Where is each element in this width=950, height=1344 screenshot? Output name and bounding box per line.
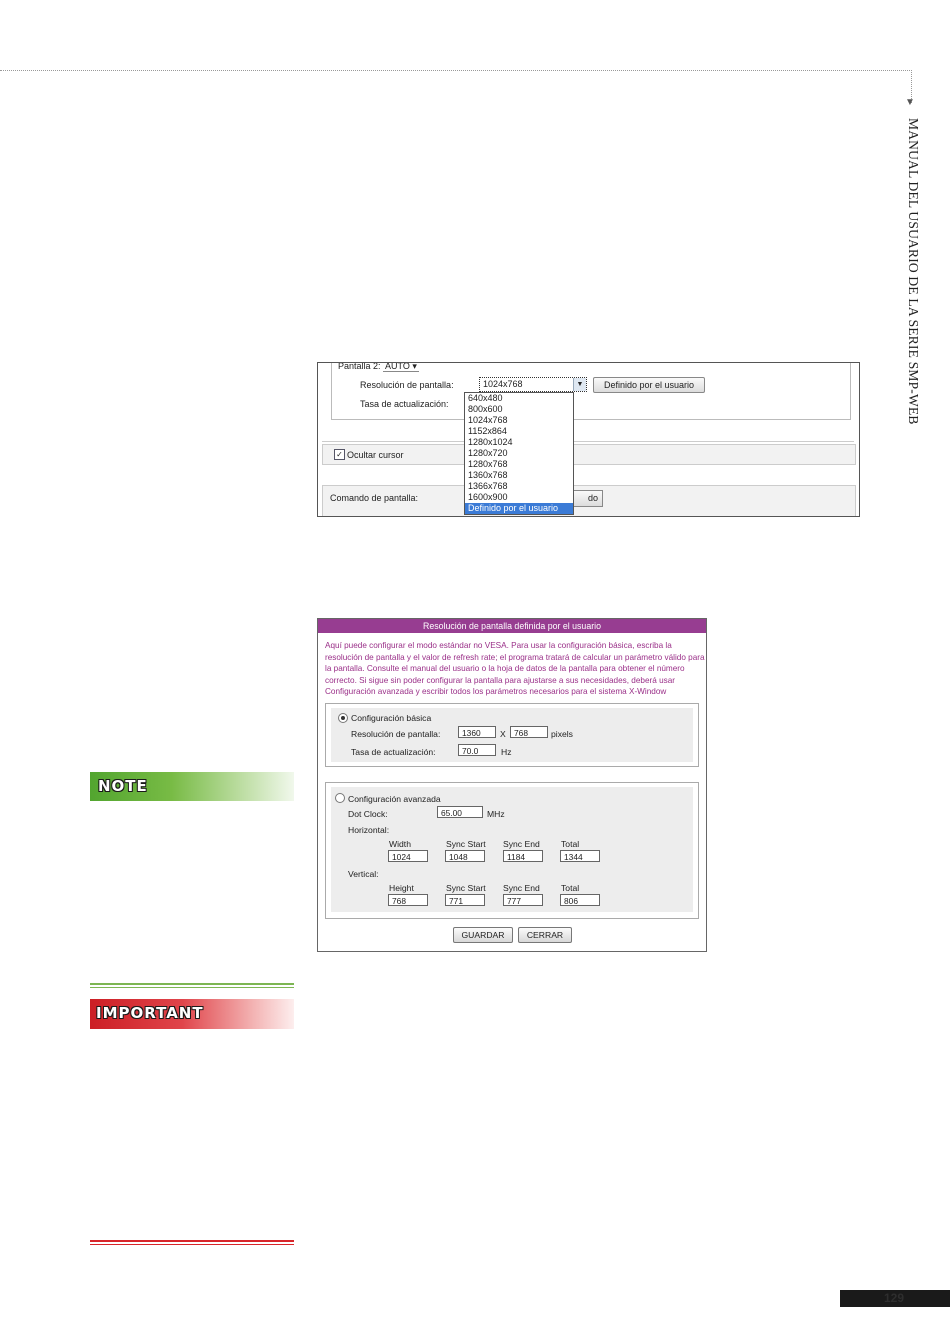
v-header-total: Total <box>561 883 580 893</box>
v-height-input[interactable]: 768 <box>388 894 428 906</box>
basic-config-panel <box>331 708 693 762</box>
note-end-rule <box>90 983 294 985</box>
pantalla2-select[interactable] <box>383 362 419 372</box>
comando-label: Comando de pantalla: <box>330 493 419 503</box>
important-end-rule-thin <box>90 1244 294 1245</box>
vertical-label: Vertical: <box>348 869 379 879</box>
res-width-input[interactable]: 1360 <box>458 726 496 738</box>
horizontal-label: Horizontal: <box>348 825 390 835</box>
tasa-input[interactable]: 70.0 <box>458 744 496 756</box>
basic-res-label: Resolución de pantalla: <box>351 729 441 739</box>
dropdown-option[interactable]: 1280x768 <box>468 459 508 469</box>
tasa-label: Tasa de actualización: <box>360 399 449 409</box>
basic-radio[interactable] <box>338 713 348 723</box>
dropdown-option[interactable]: Definido por el usuario <box>465 503 573 514</box>
ocultar-cursor-row <box>322 444 856 465</box>
v-sync-end-input[interactable]: 777 <box>503 894 543 906</box>
arrow-down-icon: ▼ <box>905 97 915 108</box>
cerrar-button[interactable]: CERRAR <box>518 927 572 943</box>
res-height-input[interactable]: 768 <box>510 726 548 738</box>
side-manual-title: MANUAL DEL USUARIO DE LA SERIE SMP-WEB <box>906 118 921 425</box>
radio-dot <box>341 716 345 720</box>
h-sync-end-input[interactable]: 1184 <box>503 850 543 862</box>
tasa-unit-label: Hz <box>501 747 512 757</box>
h-header-width: Width <box>389 839 411 849</box>
basic-config-box <box>325 703 699 767</box>
basic-label: Configuración básica <box>351 713 432 723</box>
ocultar-cursor-label: Ocultar cursor <box>347 450 404 460</box>
description-line: Configuración avanzada y escribir todos los parámetros necesarios para el sistema X-Window <box>325 687 667 697</box>
advanced-config-panel <box>331 787 693 912</box>
advanced-radio[interactable] <box>335 793 345 803</box>
v-sync-start-input[interactable]: 771 <box>445 894 485 906</box>
h-header-total: Total <box>561 839 580 849</box>
h-sync-start-input[interactable]: 1048 <box>445 850 485 862</box>
screenshot-display-settings <box>317 362 860 517</box>
dropdown-option[interactable]: 1280x1024 <box>468 437 513 447</box>
v-header-sync-start: Sync Start <box>446 883 486 893</box>
dotclock-label: Dot Clock: <box>348 809 388 819</box>
resolucion-select-value: 1024x768 <box>483 379 523 389</box>
dropdown-option[interactable]: 1600x900 <box>468 492 508 502</box>
comando-row <box>322 485 856 517</box>
dropdown-option[interactable]: 1024x768 <box>468 415 508 425</box>
pantalla2-group <box>331 362 851 420</box>
comando-button[interactable]: do <box>567 490 603 507</box>
resolucion-select[interactable] <box>479 377 587 392</box>
basic-tasa-label: Tasa de actualización: <box>351 747 436 757</box>
note-banner <box>90 772 294 801</box>
dialog-title: Resolución de pantalla definida por el usuario <box>318 619 706 633</box>
pantalla2-label: Pantalla 2: <box>338 362 381 371</box>
definido-por-usuario-button[interactable]: Definido por el usuario <box>593 377 705 393</box>
description-line: resolución de pantalla y el valor de refresh rate; el programa tratará de calcular un parámetro válido para <box>325 652 705 662</box>
guardar-button[interactable]: GUARDAR <box>453 927 513 943</box>
advanced-label: Configuración avanzada <box>348 794 441 804</box>
page-number-tab <box>840 1290 950 1307</box>
dialog-description <box>325 640 703 698</box>
important-banner <box>90 999 294 1029</box>
divider <box>322 441 854 442</box>
description-line: correcto. Si sigue sin poder configurar la pantalla para ajustarse a sus necesidades, deberá usar <box>325 675 675 685</box>
dropdown-option[interactable]: 1280x720 <box>468 448 508 458</box>
pantalla2-row <box>338 362 419 372</box>
v-header-height: Height <box>389 883 414 893</box>
description-line: Aquí puede configurar el modo estándar no VESA. Para usar la configuración básica, escriba la <box>325 641 672 650</box>
top-dotted-rule <box>0 70 912 71</box>
pantalla2-value: AUTO <box>385 362 410 371</box>
v-total-input[interactable]: 806 <box>560 894 600 906</box>
resolucion-dropdown-list <box>464 392 574 515</box>
h-header-sync-start: Sync Start <box>446 839 486 849</box>
note-label: NOTE <box>98 777 148 795</box>
dotclock-unit-label: MHz <box>487 809 505 819</box>
important-end-rule <box>90 1240 294 1242</box>
resolucion-label: Resolución de pantalla: <box>360 380 454 390</box>
h-width-input[interactable]: 1024 <box>388 850 428 862</box>
custom-resolution-dialog <box>317 618 707 952</box>
important-label: IMPORTANT <box>96 1004 204 1022</box>
chevron-down-icon: ▾ <box>412 362 417 371</box>
res-unit-label: pixels <box>551 729 573 739</box>
res-x-label: X <box>500 729 506 739</box>
h-total-input[interactable]: 1344 <box>560 850 600 862</box>
dropdown-option[interactable]: 1152x864 <box>468 426 507 436</box>
v-header-sync-end: Sync End <box>503 883 540 893</box>
chevron-down-icon[interactable]: ▼ <box>573 378 586 391</box>
ocultar-cursor-checkbox[interactable]: ✓ <box>334 449 345 460</box>
page-number: 129 <box>884 1291 905 1305</box>
description-line: la pantalla. Consulte el manual del usuario o la hoja de datos de la pantalla para obtener el número <box>325 664 685 674</box>
h-header-sync-end: Sync End <box>503 839 540 849</box>
dropdown-option[interactable]: 800x600 <box>468 404 503 414</box>
dropdown-option[interactable]: 640x480 <box>468 393 503 403</box>
dropdown-option[interactable]: 1366x768 <box>468 481 508 491</box>
dotclock-input[interactable]: 65.00 <box>437 806 483 818</box>
note-end-rule-thin <box>90 987 294 988</box>
advanced-config-box <box>325 782 699 919</box>
dropdown-option[interactable]: 1360x768 <box>468 470 508 480</box>
